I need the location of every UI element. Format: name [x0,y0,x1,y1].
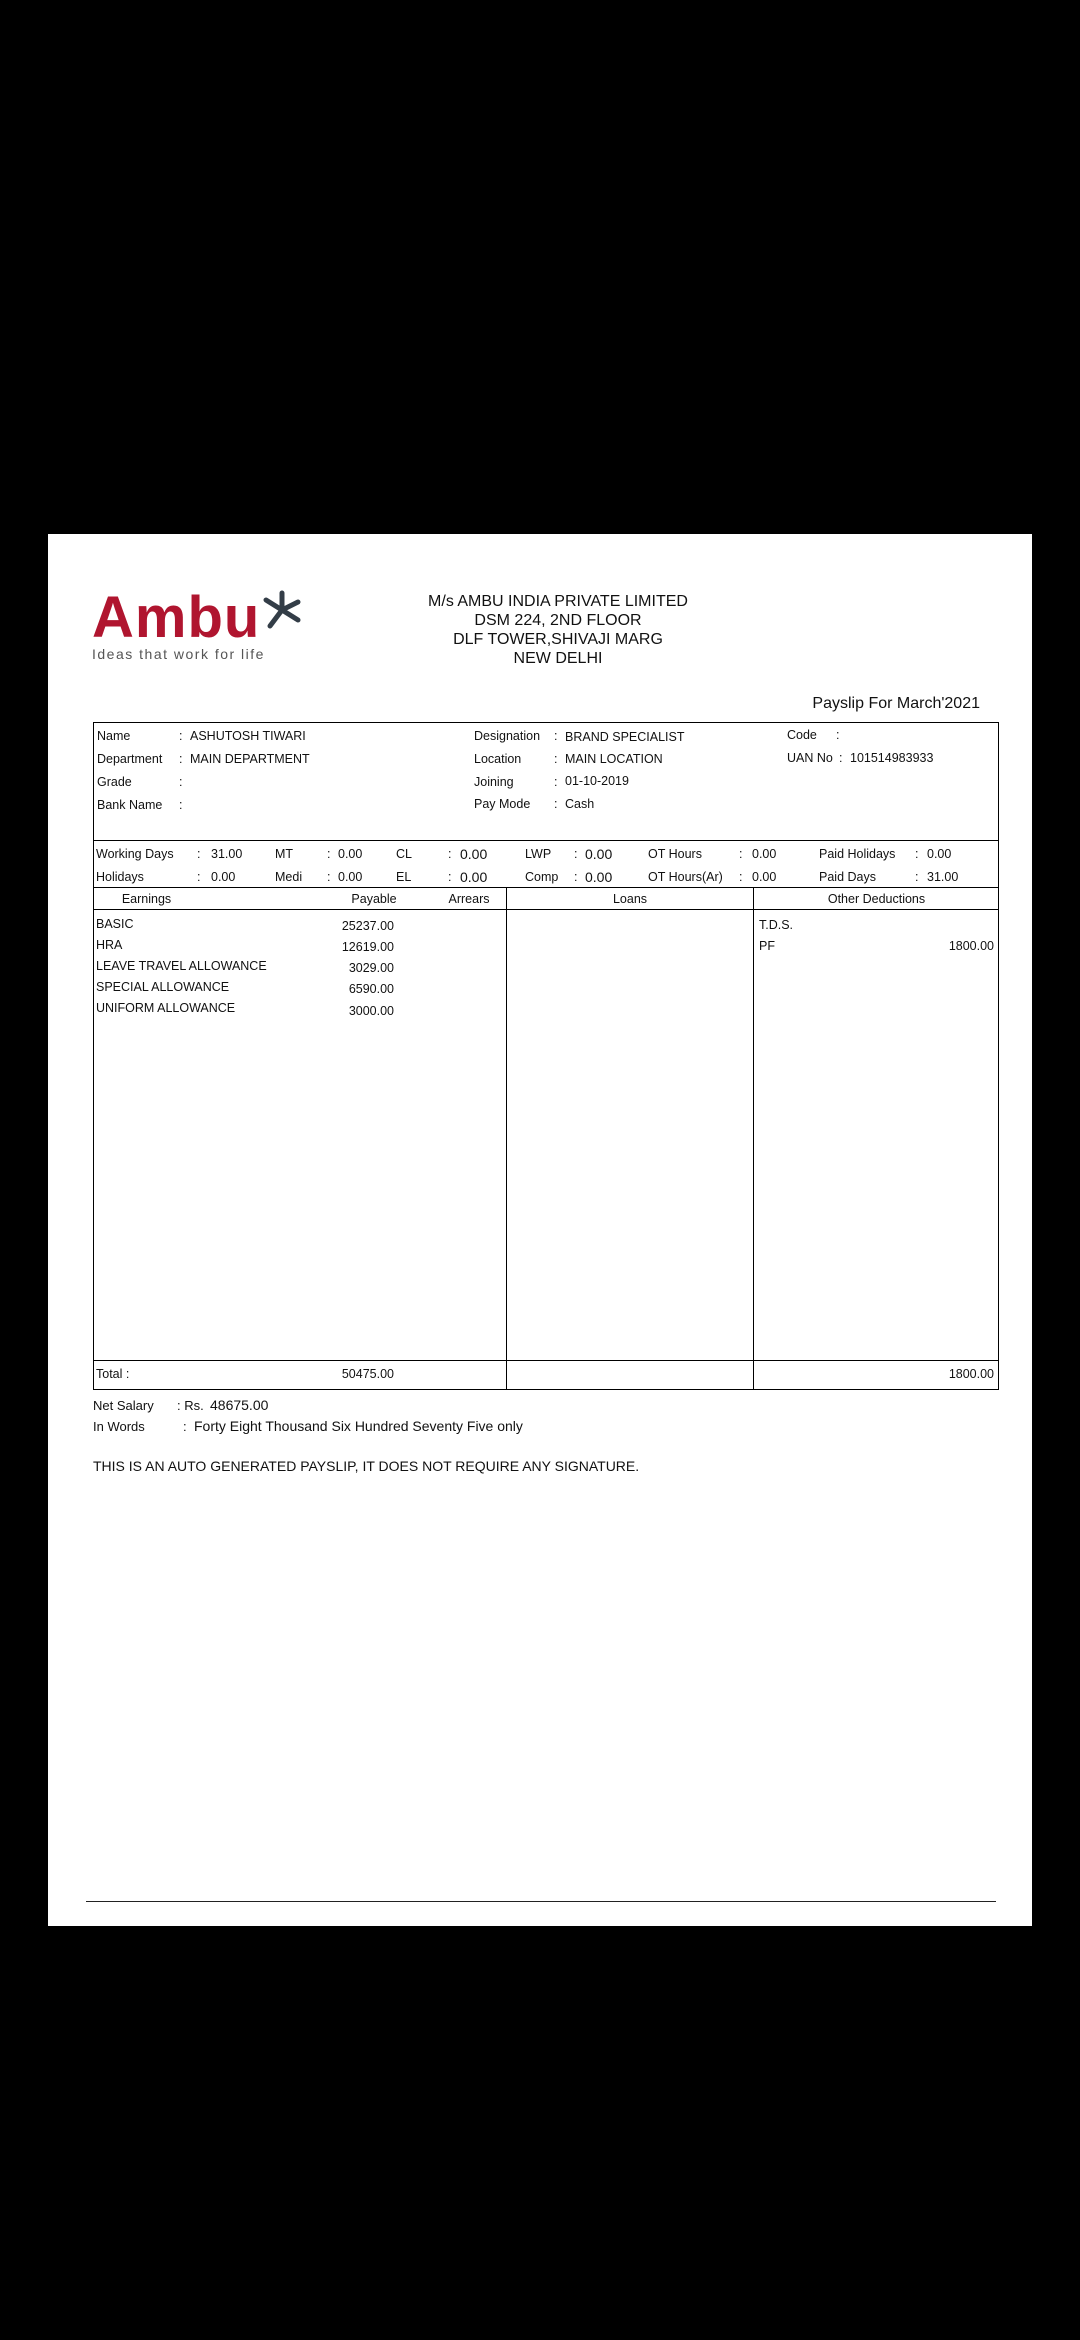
header-earnings: Earnings [121,892,172,906]
label-pay-mode: Pay Mode [474,797,531,811]
deduction-amount: 1800.00 [948,939,994,953]
employee-location: MAIN LOCATION [565,752,663,766]
employee-pay-mode: Cash [565,797,595,811]
mt-value: 0.00 [338,847,363,861]
deduction-name: T.D.S. [759,918,794,932]
logo-tagline: Ideas that work for life [92,646,265,662]
company-city: NEW DELHI [513,650,603,667]
company-name: M/s AMBU INDIA PRIVATE LIMITED [428,593,688,610]
net-salary-label: Net Salary [93,1398,154,1413]
earning-amount: 25237.00 [341,919,394,933]
total-deductions: 1800.00 [948,1367,994,1381]
paid-days-value: 31.00 [927,870,959,884]
label-mt: MT [275,847,294,861]
label-holidays: Holidays [96,870,144,884]
label-paid-holidays: Paid Holidays [819,847,896,861]
label-working-days: Working Days [96,847,174,861]
earning-name: BASIC [96,917,134,931]
label-cl: CL [396,847,412,861]
header-payable: Payable [351,892,397,906]
in-words-colon: : [183,1419,187,1434]
comp-value: 0.00 [585,869,613,885]
colon: : [915,847,919,861]
colon: : [739,870,743,884]
colon: : [197,870,201,884]
divider [94,840,998,841]
auto-generated-note: THIS IS AN AUTO GENERATED PAYSLIP, IT DOES NOT REQUIRE ANY SIGNATURE. [93,1458,640,1474]
divider [94,909,998,910]
earning-amount: 12619.00 [341,940,394,954]
colon: : [197,847,201,861]
ot-hours-ar-value: 0.00 [752,870,777,884]
label-el: EL [396,870,412,884]
colon: : [179,798,183,812]
colon: : [839,751,843,765]
earning-name: LEAVE TRAVEL ALLOWANCE [96,959,267,973]
label-name: Name [97,729,131,743]
colon: : [179,775,183,789]
employee-designation: BRAND SPECIALIST [565,730,685,744]
earning-amount: 3029.00 [348,961,394,975]
colon: : [554,729,558,743]
payslip-page [48,534,1032,1926]
colon: : [836,728,840,742]
label-paid-days: Paid Days [819,870,876,884]
header-arrears: Arrears [448,892,490,906]
working-days-value: 31.00 [211,847,243,861]
payslip-title: Payslip For March'2021 [812,695,980,712]
divider [94,1360,998,1361]
earning-name: HRA [96,938,123,952]
label-bank-name: Bank Name [97,798,163,812]
earning-name: SPECIAL ALLOWANCE [96,980,230,994]
label-grade: Grade [97,775,132,789]
lwp-value: 0.00 [585,846,613,862]
employee-department: MAIN DEPARTMENT [190,752,310,766]
label-designation: Designation [474,729,541,743]
company-address-line1: DSM 224, 2ND FLOOR [474,612,642,629]
colon: : [327,847,331,861]
colon: : [915,870,919,884]
company-address-line2: DLF TOWER,SHIVAJI MARG [453,631,663,648]
total-label: Total : [96,1367,130,1381]
divider [506,887,507,1389]
label-location: Location [474,752,522,766]
label-lwp: LWP [525,847,552,861]
medi-value: 0.00 [338,870,363,884]
header-other-deductions: Other Deductions [827,892,926,906]
company-header [328,592,788,668]
colon: : [448,847,452,861]
header-loans: Loans [612,892,648,906]
logo-star-icon [262,590,302,630]
label-ot-hours-ar: OT Hours(Ar) [648,870,723,884]
earning-amount: 3000.00 [348,1004,394,1018]
label-joining: Joining [474,775,514,789]
total-earnings: 50475.00 [341,1367,394,1381]
cl-value: 0.00 [460,846,488,862]
label-ot-hours: OT Hours [648,847,702,861]
label-comp: Comp [525,870,559,884]
label-uan: UAN No [787,751,833,765]
in-words-label: In Words [93,1419,145,1434]
earning-amount: 6590.00 [348,982,394,996]
divider [94,887,998,888]
in-words-value: Forty Eight Thousand Six Hundred Seventy Five only [194,1418,523,1434]
el-value: 0.00 [460,869,488,885]
colon: : [554,797,558,811]
ot-hours-value: 0.00 [752,847,777,861]
employee-name: ASHUTOSH TIWARI [190,729,306,743]
divider [753,887,754,1389]
footer-divider [86,1901,996,1902]
earning-name: UNIFORM ALLOWANCE [96,1001,236,1015]
payslip-table [93,722,999,1390]
paid-holidays-value: 0.00 [927,847,952,861]
deduction-name: PF [759,939,775,953]
label-department: Department [97,752,163,766]
colon: : [554,775,558,789]
employee-joining: 01-10-2019 [565,774,629,788]
net-salary-prefix: : Rs. [177,1398,204,1413]
colon: : [574,847,578,861]
colon: : [448,870,452,884]
colon: : [574,870,578,884]
colon: : [739,847,743,861]
holidays-value: 0.00 [211,870,236,884]
colon: : [554,752,558,766]
net-salary-value: 48675.00 [210,1397,269,1413]
colon: : [179,752,183,766]
label-medi: Medi [275,870,303,884]
label-code: Code [787,728,817,742]
colon: : [179,729,183,743]
logo-wordmark: Ambu [92,585,261,650]
employee-uan: 101514983933 [850,751,934,765]
colon: : [327,870,331,884]
